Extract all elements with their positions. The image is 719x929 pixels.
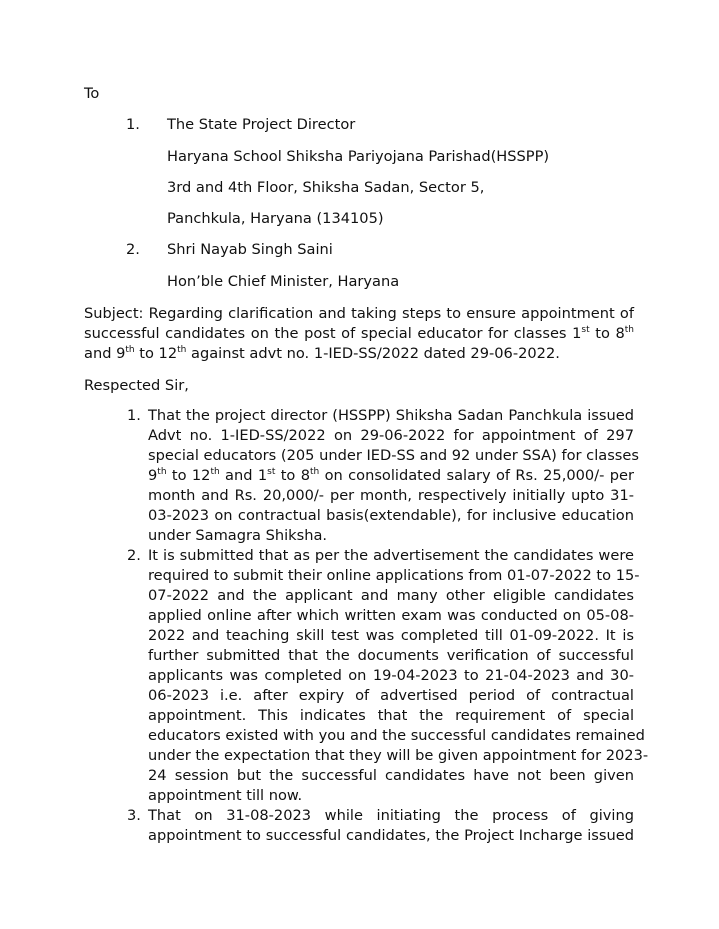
point-line: 24 session but the successful candidates have not been given [148,767,634,784]
point-line: under Samagra Shiksha. [148,527,328,544]
point-line: Advt no. 1-IED-SS/2022 on 29-06-2022 for appointment of 297 [148,427,634,444]
point-line: applicants was completed on 19-04-2023 to 21-04-2023 and 30- [148,667,634,684]
point-line: required to submit their online applications from 01-07-2022 to 15- [148,567,640,584]
point-line: under the expectation that they will be given appointment for 2023- [148,747,649,764]
point-line: 06-2023 i.e. after expiry of advertised period of contractual [148,687,634,704]
point-line: 2022 and teaching skill test was completed till 01-09-2022. It is [148,627,634,644]
point-line: month and Rs. 20,000/- per month, respectively initially upto 31- [148,487,634,504]
point-line: applied online after which written exam was conducted on 05-08- [148,607,634,624]
point-line: appointment till now. [148,787,303,804]
addressee-line: The State Project Director [167,116,356,133]
addressee-number: 1. [126,116,140,133]
point-number: 2. [127,547,141,564]
point-line: 9th to 12th and 1st to 8th on consolidated salary of Rs. 25,000/- per [148,467,634,484]
point-line: That on 31-08-2023 while initiating the process of giving [148,807,634,824]
subject-line: successful candidates on the post of special educator for classes 1st to 8th [84,325,634,342]
subject-line: Subject: Regarding clarification and taking steps to ensure appointment of [84,305,634,322]
addressee-number: 2. [126,241,140,258]
point-line: appointment. This indicates that the requirement of special [148,707,634,724]
point-line: educators existed with you and the successful candidates remained [148,727,645,744]
addressee-line: Shri Nayab Singh Saini [167,241,333,258]
point-line: 07-2022 and the applicant and many other eligible candidates [148,587,634,604]
point-line: further submitted that the documents verification of successful [148,647,634,664]
point-line: appointment to successful candidates, the Project Incharge issued [148,827,634,844]
greeting: Respected Sir, [84,377,189,394]
point-line: special educators (205 under IED-SS and 92 under SSA) for classes [148,447,639,464]
addressee-line: Haryana School Shiksha Pariyojana Parishad(HSSPP) [167,148,550,165]
point-number: 3. [127,807,141,824]
addressee-line: 3rd and 4th Floor, Shiksha Sadan, Sector 5, [167,179,485,196]
point-number: 1. [127,407,141,424]
point-line: 03-2023 on contractual basis(extendable), for inclusive education [148,507,634,524]
point-line: That the project director (HSSPP) Shiksha Sadan Panchkula issued [148,407,634,424]
addressee-line: Panchkula, Haryana (134105) [167,210,384,227]
addressee-line: Hon’ble Chief Minister, Haryana [167,273,400,290]
subject-line: and 9th to 12th against advt no. 1-IED-SS/2022 dated 29-06-2022. [84,345,560,362]
point-line: It is submitted that as per the advertisement the candidates were [148,547,634,564]
salutation-to: To [84,85,100,102]
